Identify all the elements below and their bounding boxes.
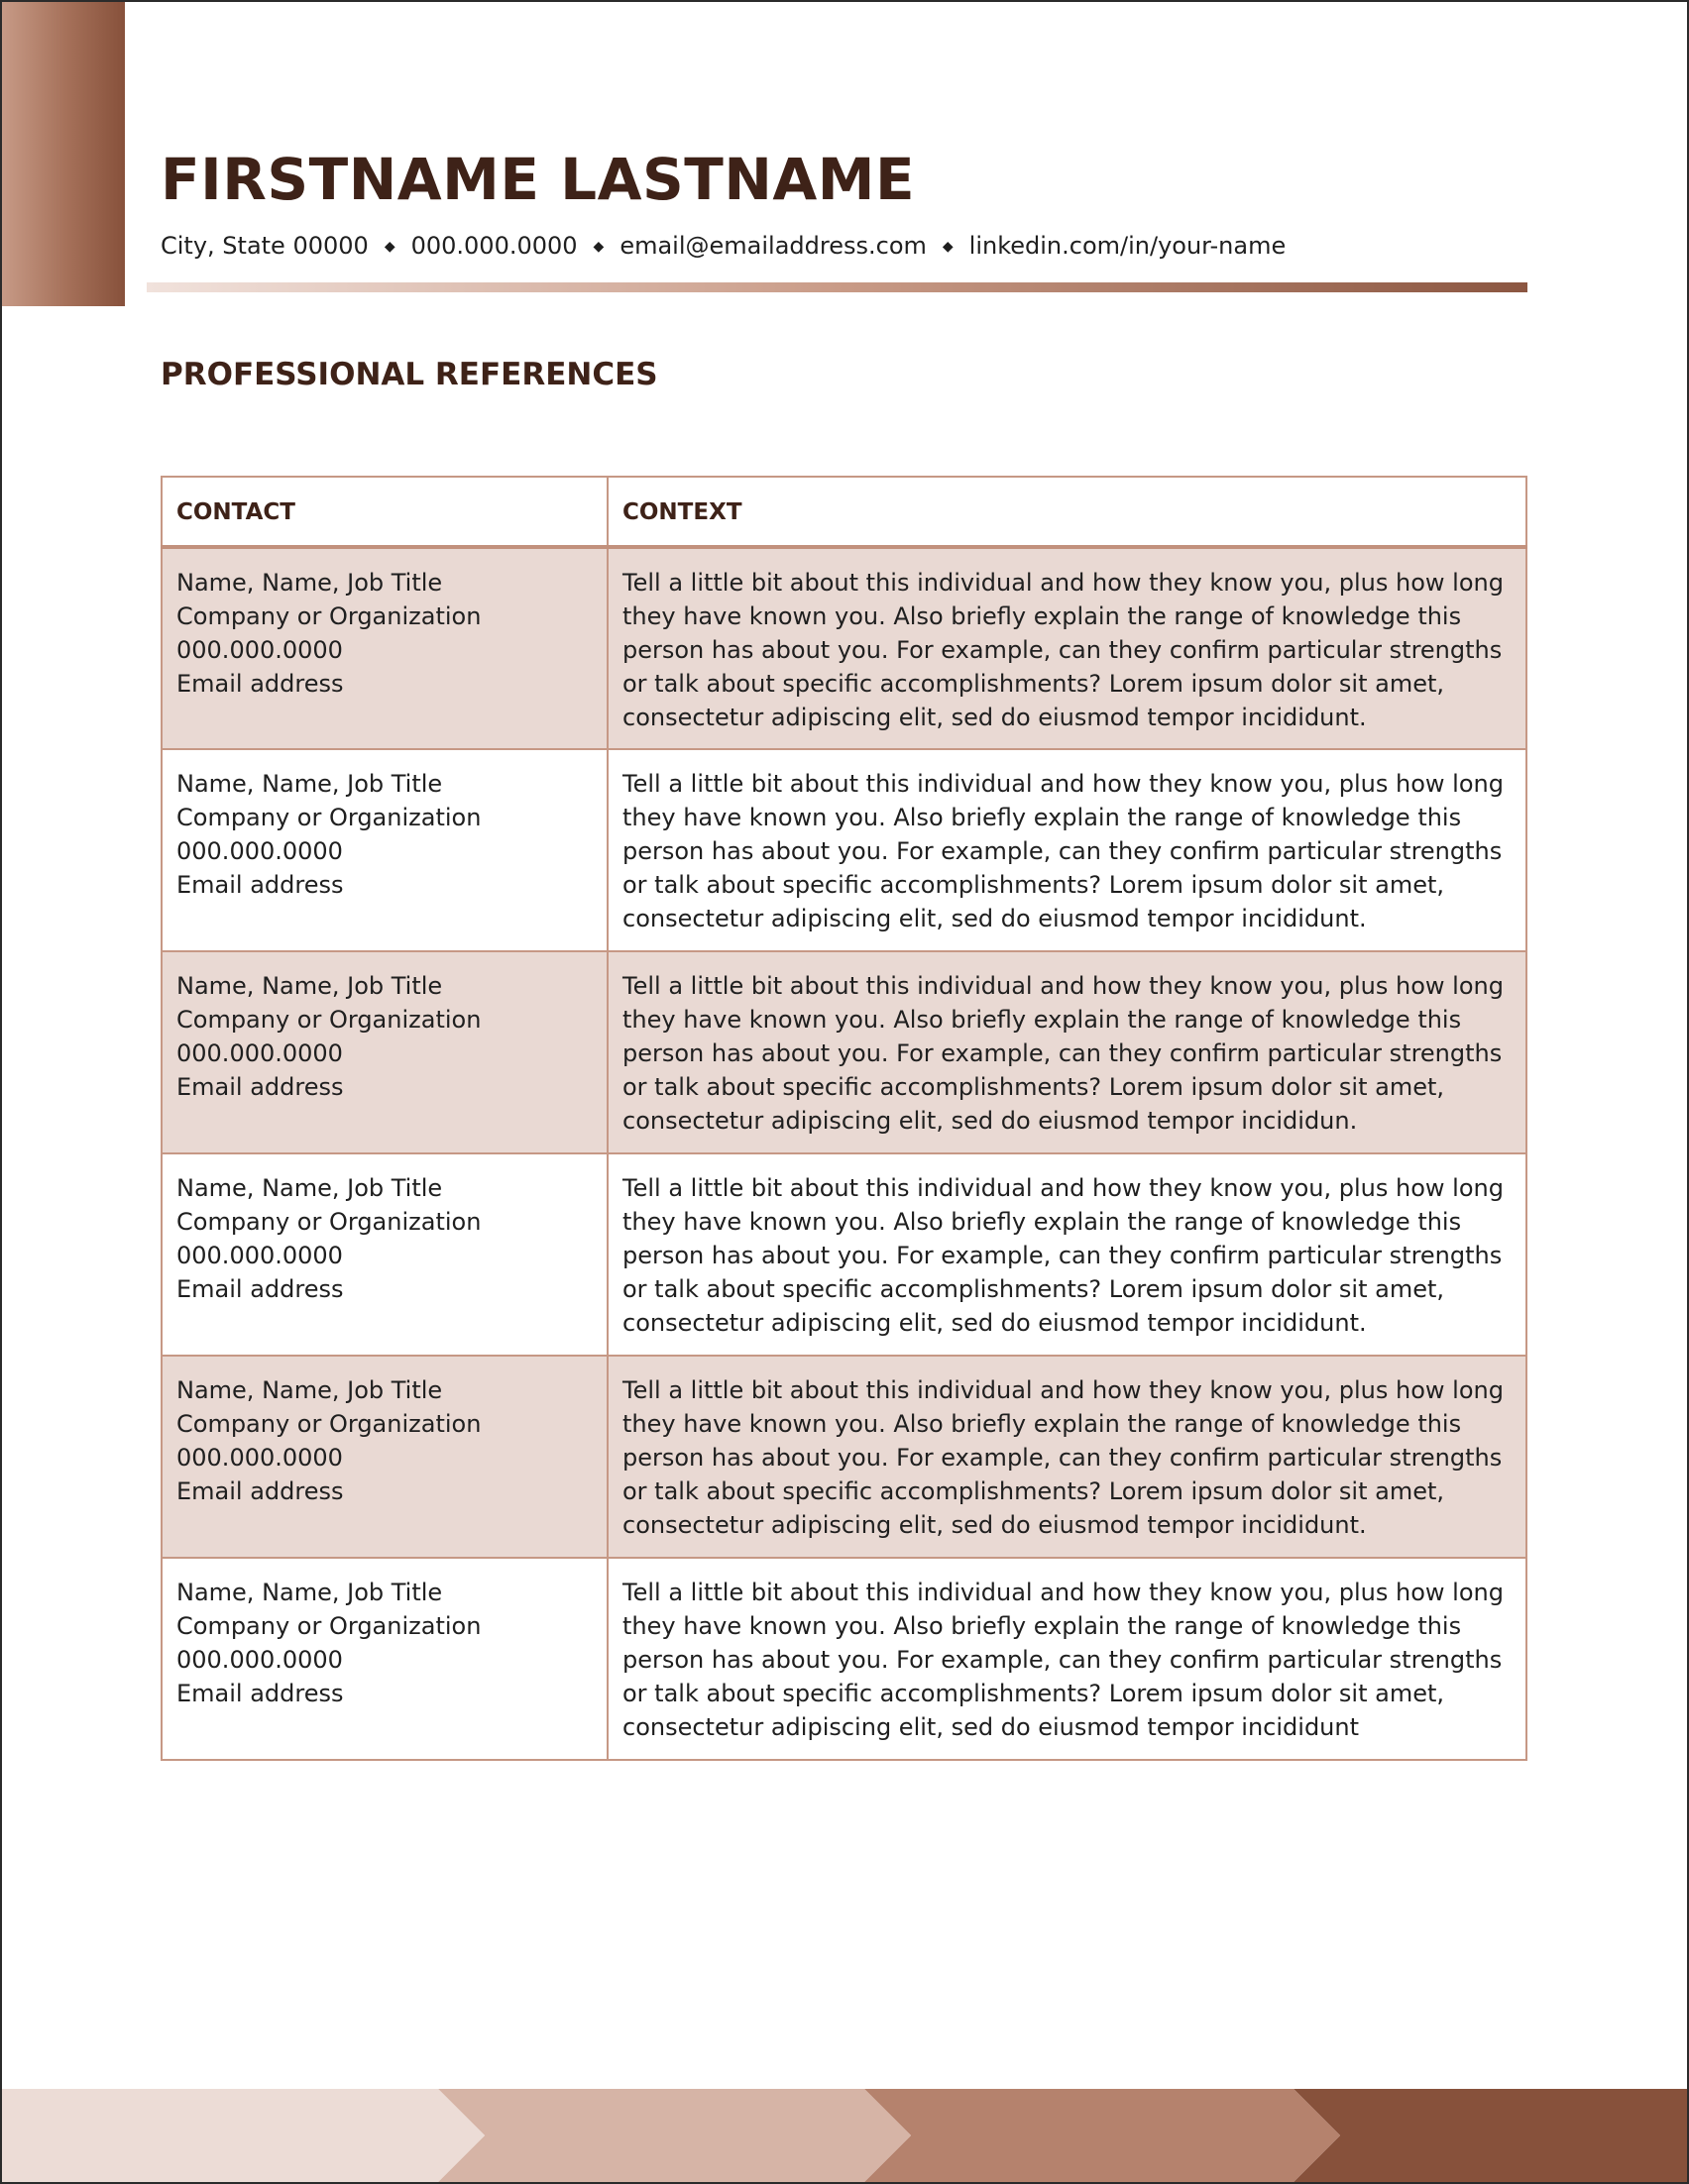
reference-context-cell	[608, 951, 1526, 1153]
header-gradient-rule	[147, 282, 1527, 292]
reference-name: Name, Name, Job Title	[176, 569, 443, 597]
reference-contact-cell	[162, 547, 608, 749]
footer-chevron-3	[864, 2089, 1340, 2182]
reference-contact-cell	[162, 1558, 608, 1760]
reference-name: Name, Name, Job Title	[176, 1579, 443, 1606]
footer-chevron-1	[2, 2089, 485, 2182]
reference-context: Tell a little bit about this individual and how they know you, plus how long they have known you. Also briefly explain the range of knowledge this person has about you. For example, can they confirm particular strengths or talk about specific accomplishments? Lorem ipsum dolor sit amet, consectetur adipiscing elit, sed do eiusmod tempor incididunt.	[622, 770, 1504, 932]
reference-email: Email address	[176, 871, 344, 899]
footer-chevron-2	[438, 2089, 911, 2182]
diamond-separator-icon: ◆	[942, 239, 954, 255]
reference-context: Tell a little bit about this individual and how they know you, plus how long they have known you. Also briefly explain the range of knowledge this person has about you. For example, can they confirm particular strengths or talk about specific accomplishments? Lorem ipsum dolor sit amet, consectetur adipiscing elit, sed do eiusmod tempor incididunt.	[622, 1174, 1504, 1337]
applicant-name: FIRSTNAME LASTNAME	[161, 146, 916, 213]
reference-phone: 000.000.0000	[176, 636, 343, 664]
table-row	[162, 951, 1526, 1153]
contact-location: City, State 00000	[161, 232, 369, 260]
reference-name: Name, Name, Job Title	[176, 1376, 443, 1404]
reference-context: Tell a little bit about this individual and how they know you, plus how long they have known you. Also briefly explain the range of knowledge this person has about you. For example, can they confirm particular strengths or talk about specific accomplishments? Lorem ipsum dolor sit amet, consectetur adipiscing elit, sed do eiusmod tempor incididun.	[622, 972, 1504, 1135]
reference-phone: 000.000.0000	[176, 1039, 343, 1067]
table-row	[162, 1356, 1526, 1558]
reference-context-cell	[608, 1153, 1526, 1356]
table-row	[162, 1558, 1526, 1760]
contact-phone: 000.000.0000	[410, 232, 578, 260]
diamond-separator-icon: ◆	[593, 239, 605, 255]
table-row	[162, 1153, 1526, 1356]
reference-context-cell	[608, 1558, 1526, 1760]
table-row	[162, 547, 1526, 749]
reference-name: Name, Name, Job Title	[176, 1174, 443, 1202]
reference-phone: 000.000.0000	[176, 1646, 343, 1674]
footer-chevron-band	[2, 2089, 1687, 2182]
reference-contact-cell	[162, 951, 608, 1153]
reference-company: Company or Organization	[176, 1006, 482, 1034]
contact-email[interactable]: email@emailaddress.com	[619, 232, 927, 260]
reference-email: Email address	[176, 1073, 344, 1101]
table-header-row	[162, 477, 1526, 547]
contact-linkedin[interactable]: linkedin.com/in/your-name	[968, 232, 1287, 260]
reference-company: Company or Organization	[176, 804, 482, 831]
reference-email: Email address	[176, 1477, 344, 1505]
reference-phone: 000.000.0000	[176, 1444, 343, 1472]
reference-contact-cell	[162, 1153, 608, 1356]
column-header-contact: CONTACT	[162, 477, 608, 547]
reference-context: Tell a little bit about this individual and how they know you, plus how long they have known you. Also briefly explain the range of knowledge this person has about you. For example, can they confirm particular strengths or talk about specific accomplishments? Lorem ipsum dolor sit amet, consectetur adipiscing elit, sed do eiusmod tempor incididunt	[622, 1579, 1504, 1741]
reference-context: Tell a little bit about this individual and how they know you, plus how long they have known you. Also briefly explain the range of knowledge this person has about you. For example, can they confirm particular strengths or talk about specific accomplishments? Lorem ipsum dolor sit amet, consectetur adipiscing elit, sed do eiusmod tempor incididunt.	[622, 569, 1504, 731]
reference-name: Name, Name, Job Title	[176, 770, 443, 798]
section-title: PROFESSIONAL REFERENCES	[161, 357, 658, 392]
diamond-separator-icon: ◆	[384, 239, 395, 255]
reference-name: Name, Name, Job Title	[176, 972, 443, 1000]
column-header-context: CONTEXT	[608, 477, 1526, 547]
reference-company: Company or Organization	[176, 1410, 482, 1438]
reference-company: Company or Organization	[176, 1208, 482, 1236]
reference-phone: 000.000.0000	[176, 837, 343, 865]
reference-company: Company or Organization	[176, 602, 482, 630]
contact-line	[161, 232, 1286, 261]
table-row	[162, 749, 1526, 951]
reference-context: Tell a little bit about this individual and how they know you, plus how long they have known you. Also briefly explain the range of knowledge this person has about you. For example, can they confirm particular strengths or talk about specific accomplishments? Lorem ipsum dolor sit amet, consectetur adipiscing elit, sed do eiusmod tempor incididunt.	[622, 1376, 1504, 1539]
reference-context-cell	[608, 547, 1526, 749]
reference-context-cell	[608, 749, 1526, 951]
reference-contact-cell	[162, 1356, 608, 1558]
footer-chevron-4	[1294, 2089, 1687, 2182]
references-table	[161, 476, 1527, 1761]
corner-accent-block	[2, 2, 125, 306]
reference-email: Email address	[176, 670, 344, 698]
reference-context-cell	[608, 1356, 1526, 1558]
reference-email: Email address	[176, 1680, 344, 1707]
reference-email: Email address	[176, 1275, 344, 1303]
reference-contact-cell	[162, 749, 608, 951]
reference-company: Company or Organization	[176, 1612, 482, 1640]
reference-phone: 000.000.0000	[176, 1242, 343, 1269]
